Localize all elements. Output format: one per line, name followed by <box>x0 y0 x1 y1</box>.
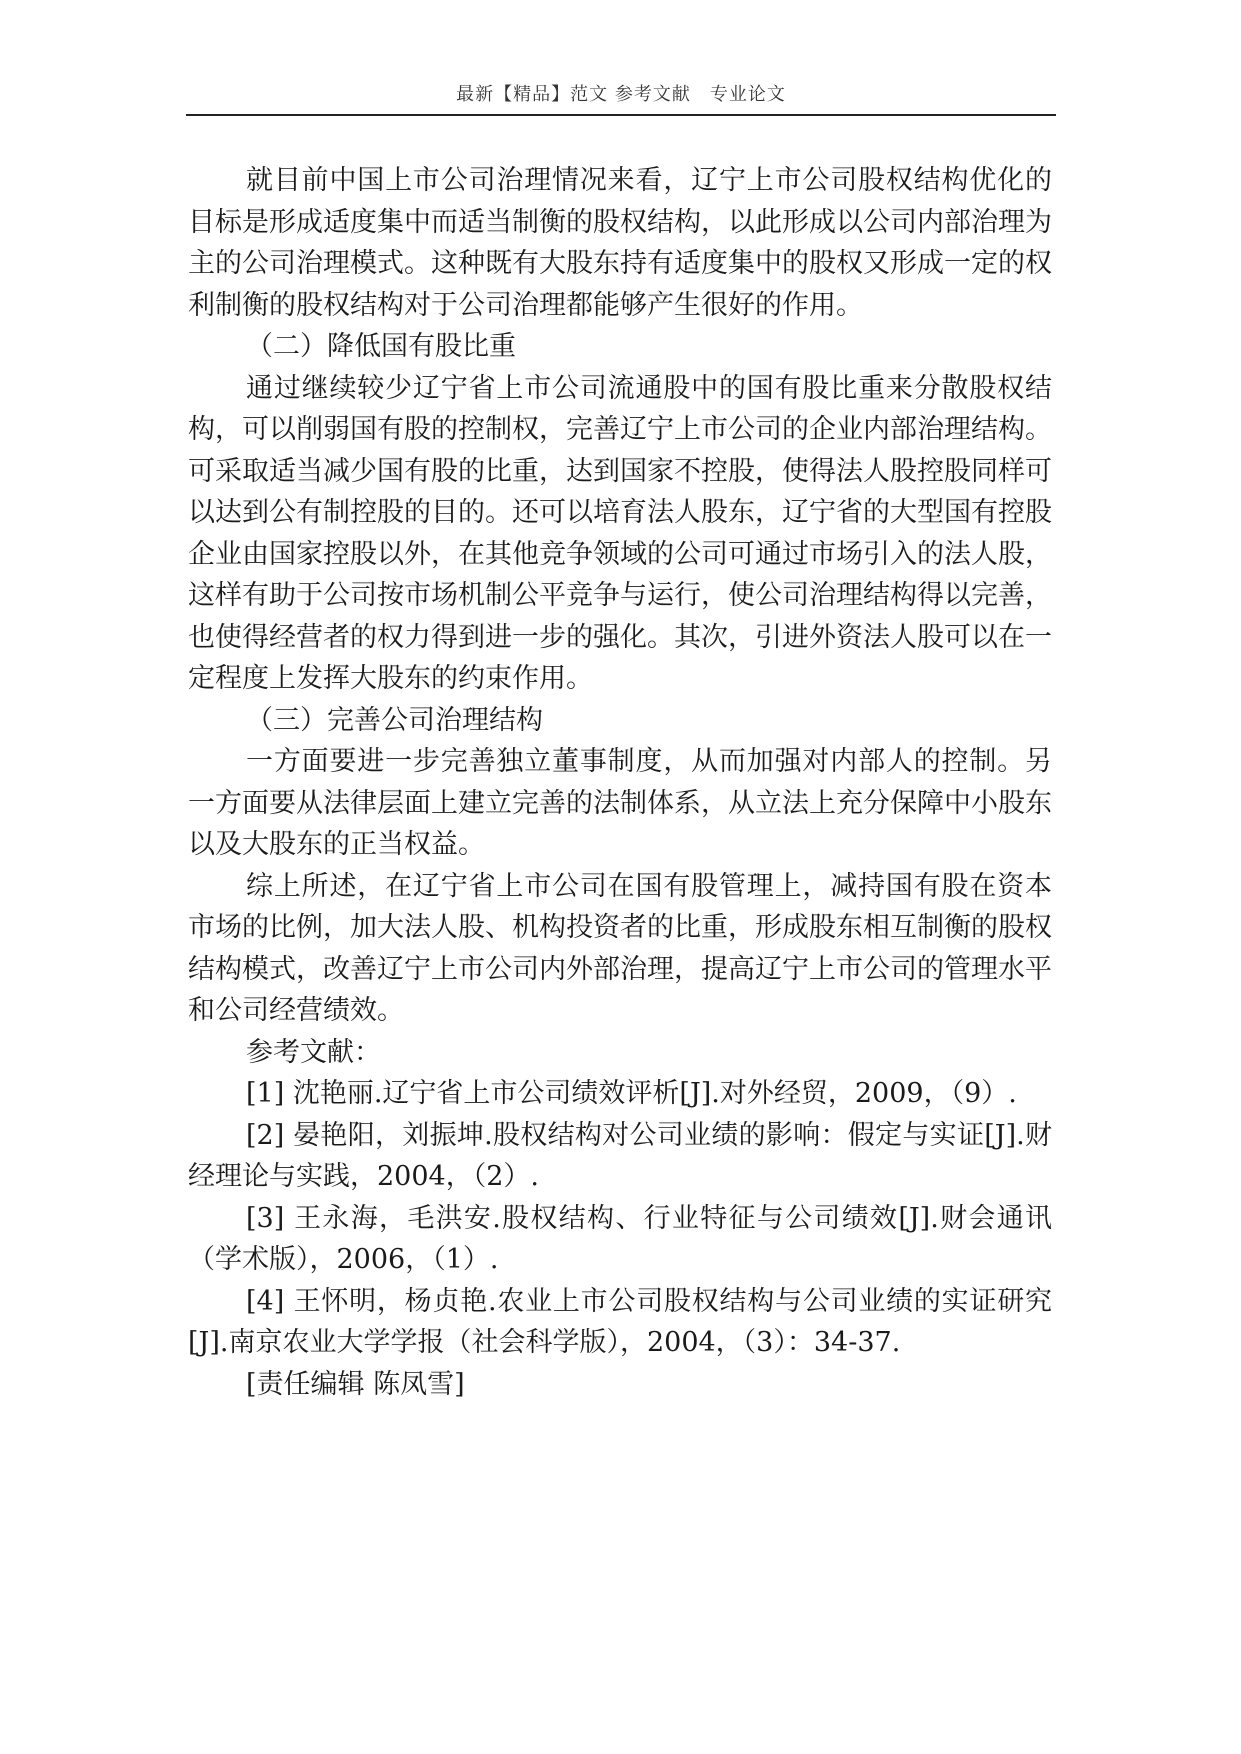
reference-item: [3] 王永海，毛洪安.股权结构、行业特征与公司绩效[J].财会通讯（学术版），2006，（1）. <box>188 1202 1052 1275</box>
reference-item: [4] 王怀明，杨贞艳.农业上市公司股权结构与公司业绩的实证研究[J].南京农业大学学报（社会科学版），2004，（3）：34-37. <box>188 1285 1052 1358</box>
page-header: 最新【精品】范文 参考文献 专业论文 <box>456 84 786 105</box>
paragraph: 一方面要进一步完善独立董事制度，从而加强对内部人的控制。另一方面要从法律层面上建立完善的法制体系，从立法上充分保障中小股东以及大股东的正当权益。 <box>188 746 1052 860</box>
section-heading: （三）完善公司治理结构 <box>246 704 543 736</box>
editor-note: [责任编辑 陈凤雪] <box>246 1368 465 1400</box>
reference-item: [1] 沈艳丽.辽宁省上市公司绩效评析[J].对外经贸，2009，（9）. <box>246 1078 1017 1109</box>
section-heading: （二）降低国有股比重 <box>246 331 516 362</box>
document-body <box>188 160 1052 1405</box>
paragraph: 综上所述，在辽宁省上市公司在国有股管理上，减持国有股在资本市场的比例，加大法人股、机构投资者的比重，形成股东相互制衡的股权结构模式，改善辽宁上市公司内外部治理，提高辽宁上市公司的管理水平和公司经营绩效。 <box>188 870 1052 1026</box>
paragraph: 通过继续较少辽宁省上市公司流通股中的国有股比重来分散股权结构，可以削弱国有股的控制权，完善辽宁上市公司的企业内部治理结构。可采取适当减少国有股的比重，达到国家不控股，使得法人股控股同样可以达到公有制控股的目的。还可以培育法人股东，辽宁省的大型国有控股企业由国家控股以外，在其他竞争领域的公司可通过市场引入的法人股，这样有助于公司按市场机制公平竞争与运行，使公司治理结构得以完善，也使得经营者的权力得到进一步的强化。其次，引进外资法人股可以在一定程度上发挥大股东的约束作用。 <box>188 372 1052 694</box>
header-divider <box>186 114 1056 116</box>
reference-item: [2] 晏艳阳，刘振坤.股权结构对公司业绩的影响：假定与实证[J].财经理论与实践，2004，（2）. <box>188 1119 1052 1192</box>
references-title: 参考文献： <box>246 1036 381 1068</box>
paragraph: 就目前中国上市公司治理情况来看，辽宁上市公司股权结构优化的目标是形成适度集中而适当制衡的股权结构，以此形成以公司内部治理为主的公司治理模式。这种既有大股东持有适度集中的股权又形成一定的权利制衡的股权结构对于公司治理都能够产生很好的作用。 <box>188 165 1052 321</box>
